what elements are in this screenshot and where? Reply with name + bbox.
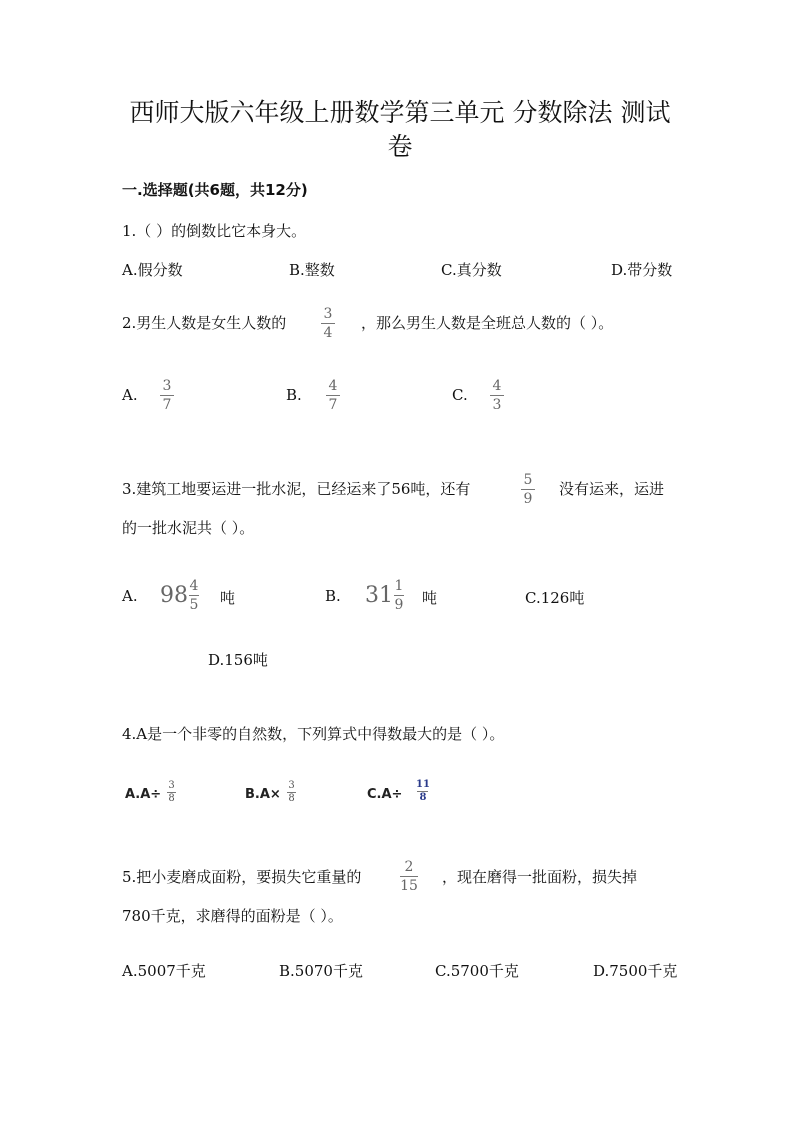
q3-option-b-mixed-number [365,578,404,613]
mixed-whole: 31 [365,583,393,608]
question-2-text: 2.男生人数是女生人数的 [122,314,287,332]
question-5-text-after: ，现在磨得一批面粉，损失掉 [442,868,638,886]
q4-option-a-fraction [167,781,176,804]
page-title: 西师大版六年级上册数学第三单元 分数除法 测试 [129,98,671,127]
fraction-numerator: 3 [288,780,295,791]
q2-option-b-label: B. [286,386,302,404]
fraction-numerator: 4 [328,378,338,394]
q5-option-c: C.5700千克 [435,962,519,980]
fraction-denominator: 7 [328,397,338,413]
q4-option-c-label: C.A÷ [367,787,403,802]
q4-option-c-fraction [416,780,430,803]
q4-option-b-label: B.A× [245,787,281,802]
fraction-numerator: 3 [323,306,333,322]
q2-option-b-fraction [326,378,340,413]
fraction-numerator: 5 [523,472,533,488]
fraction-bar [189,595,199,596]
q2-option-a-label: A. [122,386,138,404]
q1-option-b: B.整数 [289,261,335,279]
q4-option-a-label: A.A÷ [125,787,162,802]
question-5-text: 5.把小麦磨成面粉，要损失它重量的 [122,868,362,886]
q5-option-a: A.5007千克 [122,962,206,980]
question-4: 4.A是一个非零的自然数，下列算式中得数最大的是（ ）。 [122,725,505,743]
fraction-numerator: 1 [394,578,404,594]
fraction-bar [394,595,404,596]
q2-fraction [321,306,335,341]
fraction-denominator: 8 [168,793,175,804]
q3-fraction [521,472,535,507]
fraction-numerator: 2 [404,859,414,875]
fraction-denominator: 5 [189,597,199,613]
fraction-numerator: 3 [168,780,175,791]
question-5-line2: 780千克，求磨得的面粉是（ ）。 [122,907,343,925]
q2-option-c-fraction [490,378,504,413]
fraction-denominator: 4 [323,325,333,341]
page-title-continued: 卷 [387,132,413,161]
question-3-line2: 的一批水泥共（ ）。 [122,519,255,537]
fraction-denominator: 7 [162,397,172,413]
fraction-denominator: 3 [492,397,502,413]
q1-option-a: A.假分数 [122,261,183,279]
fraction-bar [521,489,535,490]
fraction-bar [321,323,335,324]
q5-fraction [400,859,418,894]
fraction-bar [326,395,340,396]
q3-option-c: C.126吨 [525,589,585,607]
q2-option-a-fraction [160,378,174,413]
q3-option-b-label: B. [325,587,341,605]
fraction-denominator: 9 [394,597,404,613]
fraction-bar [400,876,418,877]
fraction-numerator: 4 [189,578,199,594]
fraction-numerator: 4 [492,378,502,394]
q3-option-b-unit: 吨 [422,589,438,607]
fraction-denominator: 15 [400,878,418,894]
fraction-denominator: 8 [419,792,427,803]
mixed-whole: 98 [160,583,188,608]
q5-option-b: B.5070千克 [279,962,363,980]
q4-option-b-fraction [287,781,296,804]
fraction-denominator: 8 [288,793,295,804]
q1-option-c: C.真分数 [441,261,502,279]
fraction-numerator: 11 [416,779,430,790]
fraction-bar [490,395,504,396]
question-1: 1.（ ）的倒数比它本身大。 [122,222,307,240]
question-3-text: 3.建筑工地要运进一批水泥，已经运来了56吨，还有 [122,480,471,498]
question-3-text-after: 没有运来，运进 [559,480,665,498]
q5-option-d: D.7500千克 [593,962,678,980]
section-heading: 一.选择题(共6题，共12分) [122,181,308,199]
q3-option-a-label: A. [122,587,138,605]
fraction-denominator: 9 [523,491,533,507]
q3-option-a-mixed-number [160,578,199,613]
fraction-numerator: 3 [162,378,172,394]
q1-option-d: D.带分数 [611,261,673,279]
question-2-text-after: ，那么男生人数是全班总人数的（ ）。 [361,314,614,332]
q2-option-c-label: C. [452,386,468,404]
fraction-bar [160,395,174,396]
q3-option-a-unit: 吨 [220,589,236,607]
q3-option-d: D.156吨 [208,651,268,669]
